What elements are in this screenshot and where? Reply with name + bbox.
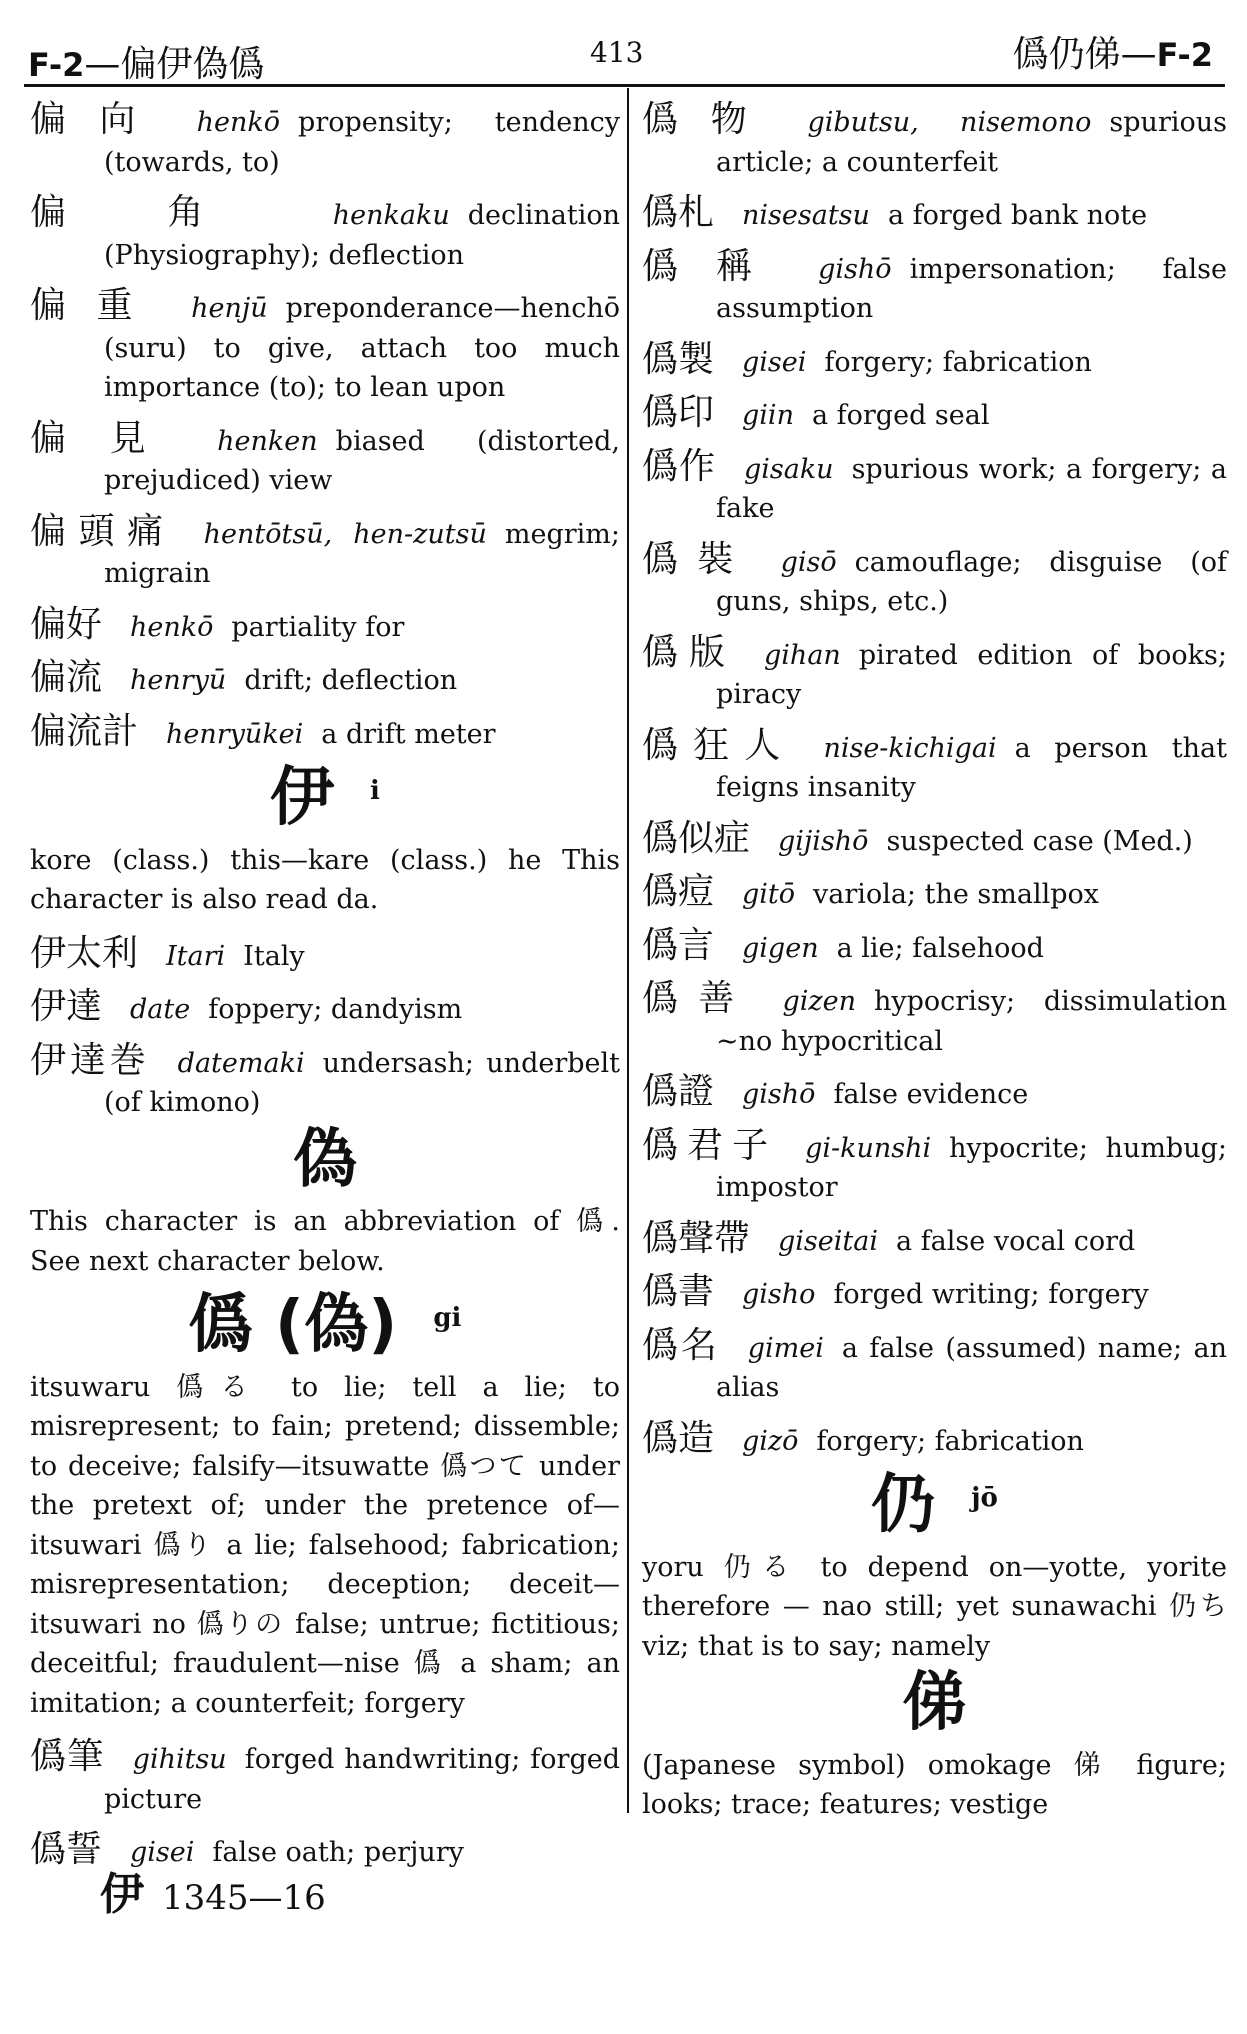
entry-romaji: date: [130, 994, 191, 1025]
entry-definition: hypocrite; humbug; impostor: [716, 1132, 1227, 1203]
heading-char: 偽: [293, 1122, 357, 1197]
entry-definition: Italy: [243, 940, 305, 972]
entry-definition: impersonation; false assumption: [716, 253, 1227, 324]
dictionary-entry: [642, 926, 1227, 969]
entry-definition: a forged bank note: [887, 200, 1148, 231]
dictionary-entry: [642, 447, 1227, 529]
entry-romaji: henkaku: [332, 200, 450, 231]
dictionary-entry: [642, 1326, 1227, 1408]
entry-kanji: 偏向: [30, 99, 169, 140]
heading-char: 僞 (偽): [188, 1288, 398, 1362]
entry-romaji: henkō: [130, 611, 214, 643]
char-heading-jo: [642, 1468, 1227, 1542]
entry-romaji: gi-kunshi: [805, 1132, 932, 1164]
entry-definition: foppery; dandyism: [208, 994, 463, 1025]
entry-romaji: henken: [217, 425, 318, 457]
entry-kanji: 偏重: [30, 285, 164, 326]
header-rule: [24, 84, 1225, 87]
entry-romaji: gijishō: [778, 825, 869, 857]
dictionary-entry: [642, 1072, 1227, 1115]
entry-romaji: henjū: [191, 293, 268, 324]
entry-kanji: 僞善: [642, 978, 755, 1019]
entry-definition: variola; the smallpox: [813, 879, 1099, 910]
i-intro: kore (class.) this—kare (class.) he This character is also read da.: [30, 844, 620, 915]
dictionary-entry: [642, 726, 1227, 808]
entry-kanji: 僞書: [642, 1271, 715, 1312]
entry-kanji: 偏好: [30, 603, 103, 645]
dictionary-entry: [642, 1419, 1227, 1462]
heading-char: 俤: [902, 1666, 967, 1740]
header-right-chars: 僞仍俤—: [1012, 34, 1157, 75]
entry-romaji: gihitsu: [132, 1744, 227, 1775]
dictionary-entry: [642, 193, 1227, 236]
entry-kanji: 偏流: [30, 657, 103, 698]
entry-definition: a person that feigns insanity: [716, 732, 1227, 803]
entry-definition: forgery; fabrication: [816, 1425, 1084, 1457]
entry-definition: forged handwriting; forged picture: [104, 1744, 620, 1815]
entry-romaji: gizen: [782, 986, 856, 1017]
entry-kanji: 僞印: [642, 392, 715, 433]
heading-reading: gi: [433, 1303, 462, 1333]
heading-reading: i: [370, 776, 380, 806]
entry-romaji: gizō: [742, 1425, 799, 1457]
entry-kanji: 偏頭痛: [30, 510, 176, 552]
entry-romaji: gibutsu, nisemono: [807, 107, 1092, 138]
header-right: [1013, 26, 1213, 77]
entry-kanji: 伊達: [30, 986, 103, 1027]
dictionary-entry: [30, 100, 620, 182]
entry-romaji: Itari: [166, 940, 226, 972]
omokage-body: (Japanese symbol) omokage 俤 figure; looks; trace; features; vestige: [642, 1749, 1227, 1820]
entry-definition: biased (distorted, prejudiced) view: [104, 425, 620, 496]
dictionary-entry: [642, 340, 1227, 383]
entry-definition: suspected case (Med.): [886, 825, 1193, 857]
gi-abbr-note: This character is an abbreviation of 僞. See next character below.: [30, 1206, 620, 1277]
char-heading-gi: [30, 1288, 620, 1362]
column-divider: [627, 88, 629, 1813]
dictionary-entry: [30, 286, 620, 408]
entry-kanji: 僞痘: [642, 871, 715, 912]
entry-definition: a false (assumed) name; an alias: [716, 1332, 1227, 1403]
entry-kanji: 僞似症: [642, 817, 751, 859]
entry-definition: preponderance—henchō (suru) to give, attach too much importance (to); to lean upon: [104, 293, 620, 403]
char-heading-omokage: [642, 1666, 1227, 1740]
footer-char: 伊: [100, 1869, 144, 1920]
dictionary-entry: [30, 605, 620, 648]
dictionary-entry: [642, 247, 1227, 329]
entry-romaji: gisei: [130, 1837, 195, 1868]
header-right-code: F-2: [1156, 36, 1213, 74]
entry-kanji: 僞造: [642, 1417, 715, 1459]
entry-kanji: 偏見: [30, 417, 190, 459]
entry-romaji: nise-kichigai: [823, 732, 997, 764]
char-heading-gi-abbr: [30, 1122, 620, 1197]
dictionary-entry: [30, 1737, 620, 1819]
entry-definition: declination (Physiography); deflection: [104, 200, 620, 271]
jo-body: yoru 仍る to depend on—yotte, yorite therefore — nao still; yet sunawachi 仍ち viz; that is to say; namely: [642, 1551, 1227, 1662]
gi-body: itsuwaru 僞る to lie; tell a lie; to misrepresent; to fain; pretend; dissemble; to deceive; falsify—itsuwatte 僞つて under the pretext of; under the pretence of—itsuwari 僞り a lie; falsehood; fabrication; misrepresentation; deception; deceit—itsuwari no 僞りの false; untrue; fictitious; deceitful; fraudulent—nise 僞 a sham; an imitation; a counterfeit; forgery: [30, 1371, 620, 1719]
entry-kanji: 僞作: [642, 445, 716, 487]
entry-definition: hypocrisy; dissimulation ∼no hypocritical: [716, 986, 1227, 1057]
entry-definition: undersash; underbelt (of kimono): [104, 1047, 620, 1118]
heading-reading: jō: [971, 1483, 998, 1513]
dictionary-entry: [642, 1219, 1227, 1262]
dictionary-entry: [642, 633, 1227, 715]
dictionary-entry: [642, 393, 1227, 436]
entry-romaji: nisesatsu: [742, 200, 870, 231]
page-number: 413: [590, 36, 644, 69]
entry-definition: camouflage; disguise (of guns, ships, etc.): [716, 546, 1227, 617]
entry-kanji: 伊達巻: [30, 1039, 150, 1081]
entry-romaji: datemaki: [177, 1047, 305, 1079]
dictionary-entry: [30, 987, 620, 1030]
entry-kanji: 僞狂人: [642, 724, 796, 766]
right-column: [642, 100, 1227, 1839]
entry-kanji: 僞物: [642, 99, 780, 140]
heading-char: 伊: [270, 761, 335, 835]
entry-definition: pirated edition of books; piracy: [716, 639, 1227, 710]
dictionary-entry: [642, 872, 1227, 915]
entry-definition: a false vocal cord: [896, 1225, 1136, 1257]
entry-romaji: giseitai: [778, 1225, 878, 1257]
entry-kanji: 僞君子: [642, 1124, 778, 1166]
footer-code: 1345—16: [162, 1878, 326, 1918]
left-column: [30, 100, 620, 1884]
entry-definition: a forged seal: [811, 400, 990, 431]
entry-romaji: gisho: [742, 1279, 816, 1310]
entry-kanji: 僞裝: [642, 538, 753, 580]
dictionary-entry: [30, 419, 620, 501]
entry-definition: false evidence: [833, 1079, 1029, 1110]
entry-romaji: henryū: [130, 665, 227, 696]
entry-kanji: 僞稱: [642, 245, 791, 287]
entry-definition: partiality for: [231, 611, 405, 643]
entry-kanji: 偏流計: [30, 710, 139, 752]
entry-romaji: henkō: [196, 107, 281, 138]
char-heading-i: [30, 761, 620, 835]
entry-kanji: 僞札: [642, 192, 715, 233]
entry-definition: forgery; fabrication: [824, 346, 1092, 378]
entry-definition: a lie; falsehood: [836, 932, 1044, 964]
entry-kanji: 僞製: [642, 338, 715, 380]
entry-romaji: gihan: [764, 639, 841, 671]
dictionary-entry: [642, 979, 1227, 1061]
header-left-chars: —偏伊偽僞: [84, 44, 265, 85]
entry-definition: spurious work; a forgery; a fake: [716, 453, 1227, 524]
entry-definition: a drift meter: [321, 718, 496, 750]
entry-romaji: hentōtsū, hen-zutsū: [203, 518, 487, 550]
header-left: [28, 36, 264, 87]
entry-romaji: giin: [742, 400, 794, 431]
dictionary-entry: [30, 658, 620, 701]
entry-romaji: gisei: [742, 346, 807, 378]
entry-kanji: 僞證: [642, 1071, 715, 1112]
entry-romaji: gishō: [742, 1079, 816, 1110]
entry-romaji: gitō: [742, 879, 796, 910]
entry-romaji: gigen: [742, 932, 819, 964]
entry-definition: spurious article; a counterfeit: [716, 107, 1227, 178]
entry-romaji: gimei: [747, 1332, 824, 1364]
dictionary-entry: [30, 1041, 620, 1123]
entry-romaji: henryūkei: [166, 718, 304, 750]
entry-kanji: 僞誓: [30, 1829, 103, 1870]
header-left-code: F-2: [28, 46, 85, 84]
dictionary-entry: [642, 100, 1227, 182]
dictionary-entry: [30, 712, 620, 755]
entry-romaji: gisō: [780, 546, 837, 578]
footer: [100, 1858, 326, 1922]
dictionary-entry: [30, 193, 620, 275]
entry-romaji: gishō: [818, 253, 892, 285]
entry-romaji: gisaku: [743, 453, 834, 485]
dictionary-entry: [642, 819, 1227, 862]
entry-kanji: 僞名: [642, 1324, 720, 1366]
entry-definition: propensity; tendency (towards, to): [104, 107, 620, 178]
entry-kanji: 伊太利: [30, 932, 139, 974]
entry-definition: forged writing; forgery: [833, 1279, 1149, 1310]
dictionary-entry: [642, 1126, 1227, 1208]
entry-kanji: 僞言: [642, 924, 715, 966]
entry-kanji: 偏角: [30, 192, 305, 233]
entry-kanji: 僞聲帶: [642, 1217, 751, 1259]
entry-kanji: 僞版: [642, 631, 737, 673]
dictionary-entry: [30, 934, 620, 977]
entry-kanji: 僞筆: [30, 1736, 105, 1777]
dictionary-entry: [30, 512, 620, 594]
heading-char: 仍: [871, 1468, 936, 1542]
dictionary-entry: [642, 540, 1227, 622]
entry-definition: false oath; perjury: [212, 1837, 464, 1868]
entry-definition: drift; deflection: [244, 665, 458, 696]
entry-definition: megrim; migrain: [104, 518, 620, 589]
dictionary-entry: [642, 1272, 1227, 1315]
